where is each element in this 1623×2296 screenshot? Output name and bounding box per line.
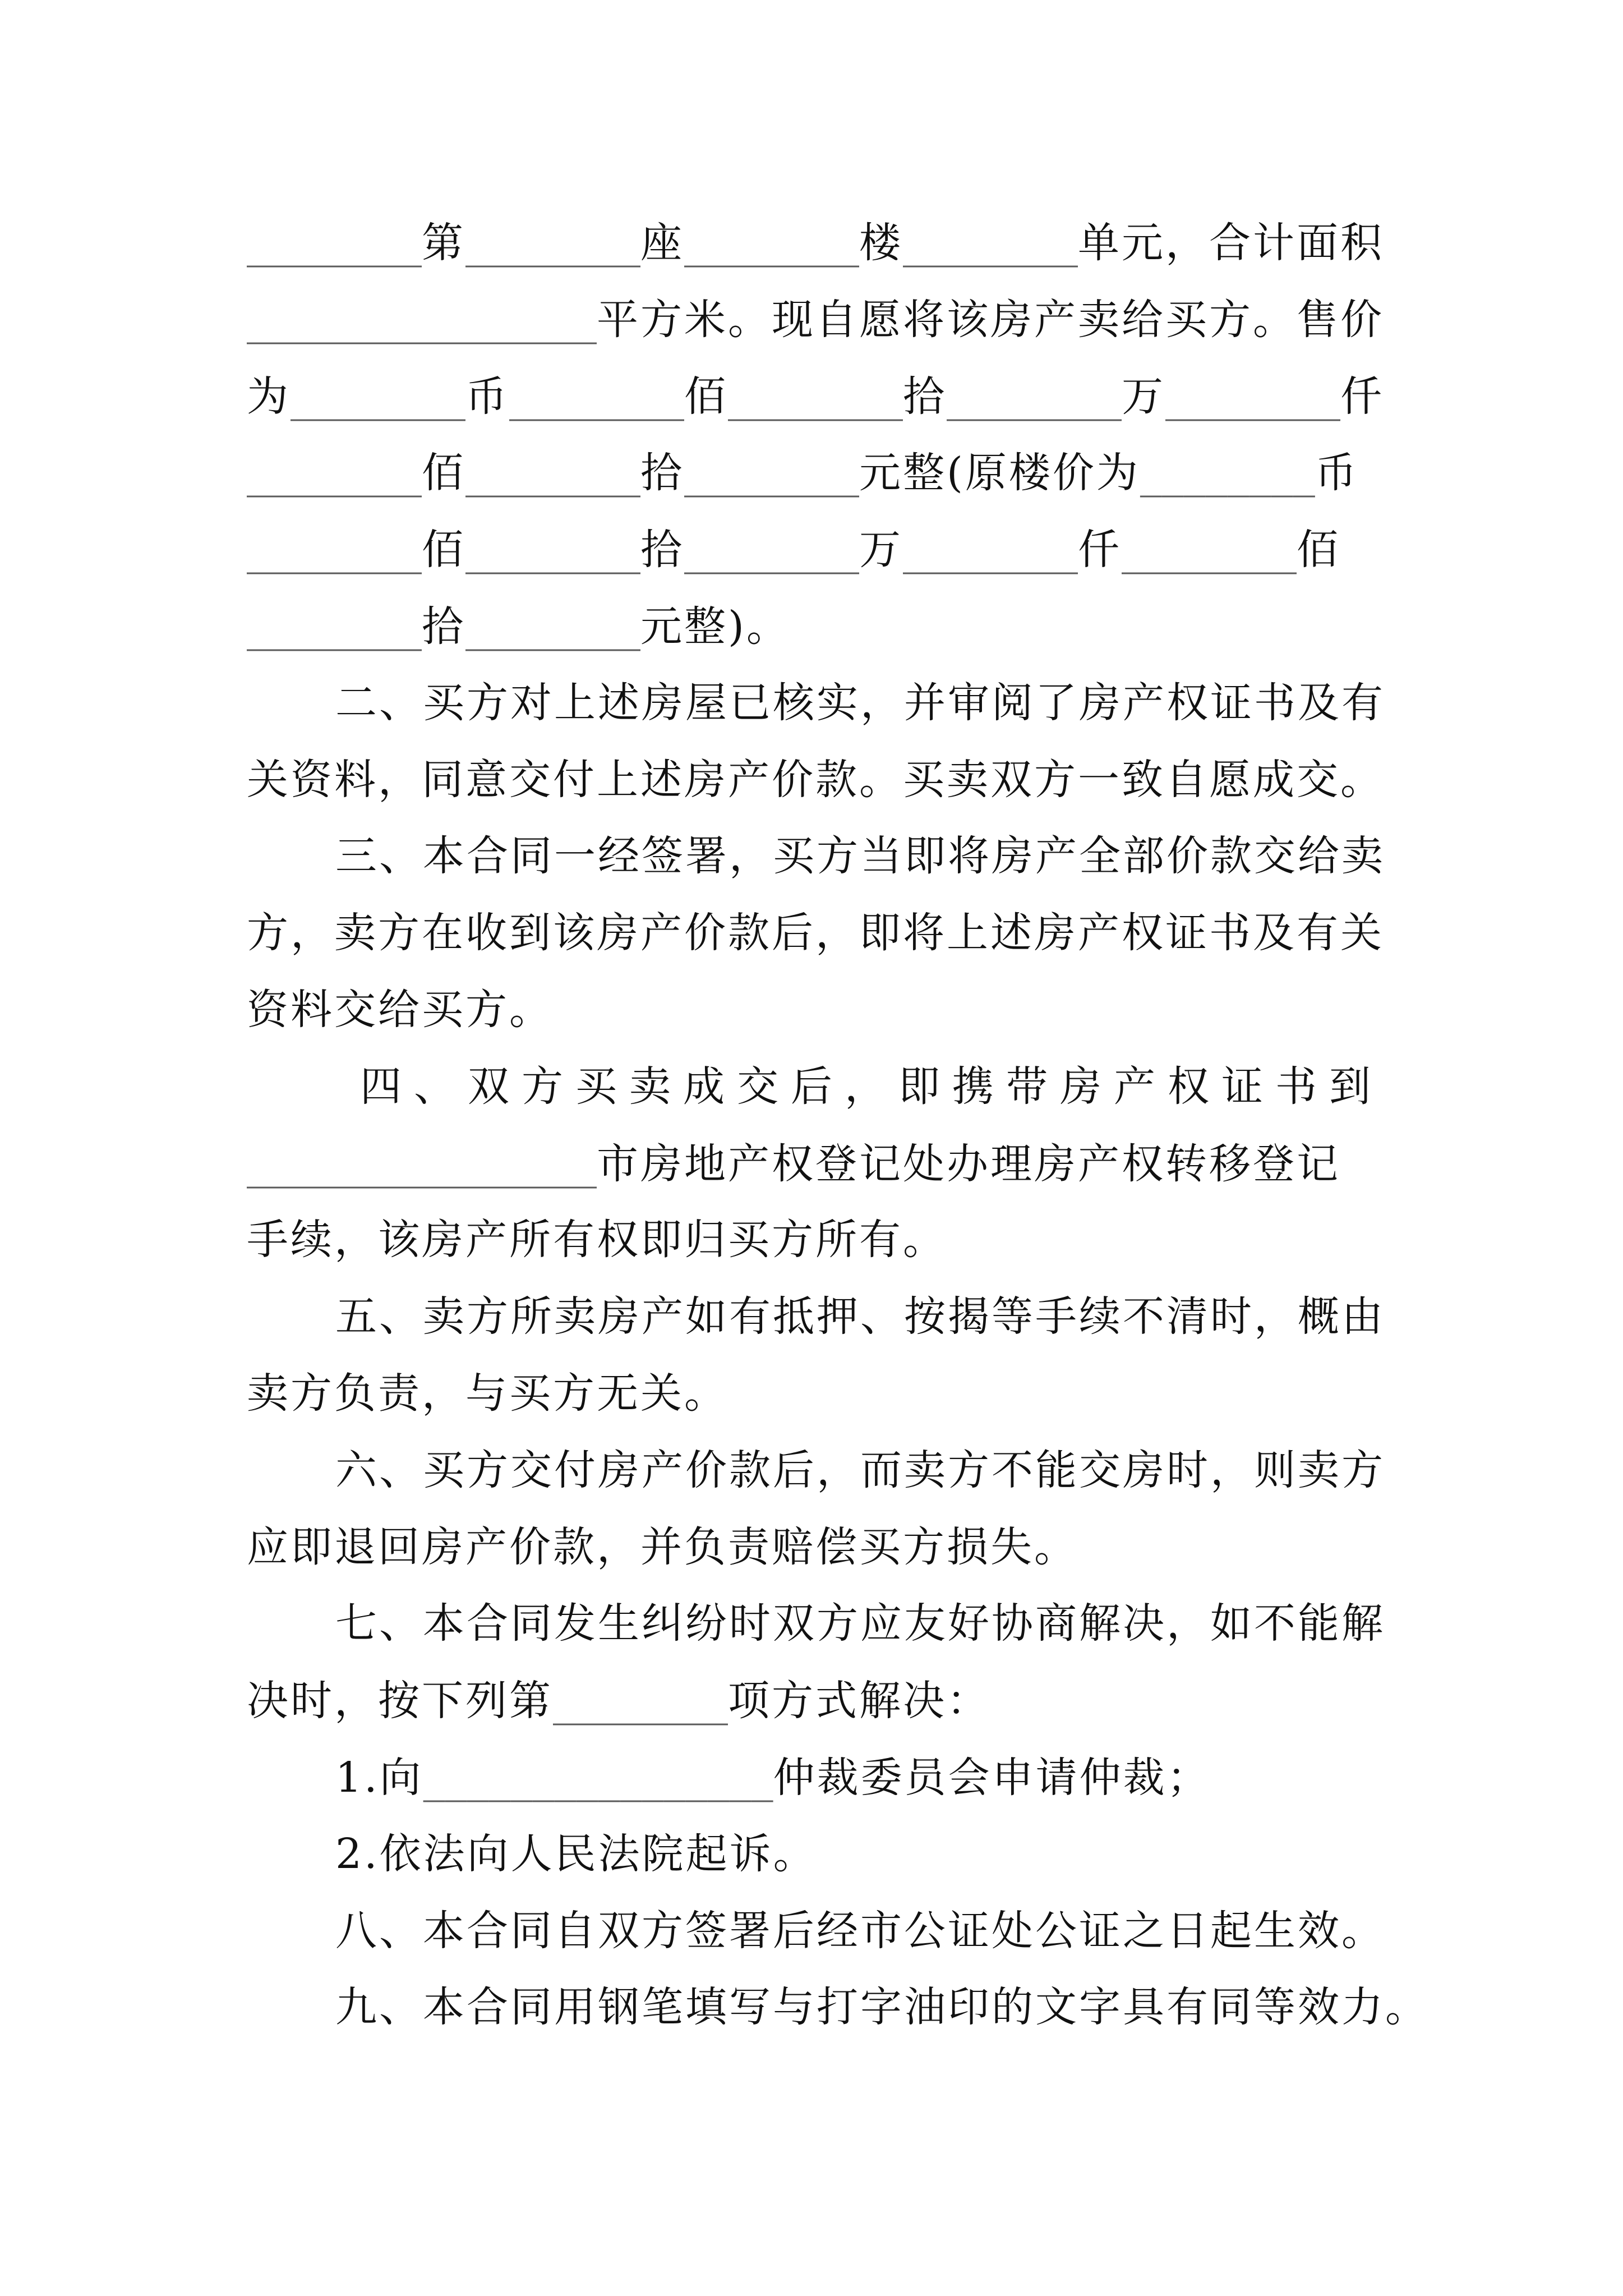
clause-3 <box>247 818 1391 1048</box>
text-line: 七、本合同发生纠纷时双方应友好协商解决，如不能解 <box>335 1599 1385 1648</box>
fill-in-blank: ________ <box>247 524 422 575</box>
fill-in-blank: ________ <box>1140 447 1315 498</box>
clause-6 <box>247 1432 1391 1586</box>
text-line: ________第________座________楼________单元，合计面积 <box>247 217 1384 268</box>
text-line: 六、买方交付房产价款后，而卖方不能交房时，则卖方 <box>335 1446 1385 1494</box>
text-line: 五、卖方所卖房产如有抵押、按揭等手续不清时，概由 <box>335 1292 1385 1341</box>
fill-in-blank: ________ <box>465 600 640 651</box>
text-line: ________拾________元整)。 <box>247 600 790 651</box>
text-line: 决时，按下列第________项方式解决： <box>247 1675 990 1726</box>
text-line: 四、双方买卖成交后，即携带房产权证书到 <box>360 1062 1383 1111</box>
text-line: 应即退回房产价款，并负责赔偿买方损失。 <box>247 1522 1078 1571</box>
text-line: ________________市房地产权登记处办理房产权转移登记 <box>247 1138 1340 1189</box>
fill-in-blank: ________ <box>465 524 640 575</box>
text-line: 1.向________________仲裁委员会申请仲裁； <box>335 1751 1211 1802</box>
fill-in-blank: ________ <box>291 370 465 421</box>
fill-in-blank: ________ <box>465 217 640 268</box>
fill-in-blank: ________ <box>1165 370 1340 421</box>
text-line: 方，卖方在收到该房产价款后，即将上述房产权证书及有关 <box>247 909 1384 958</box>
text-line: ________佰________拾________元整(原楼价为________币 <box>247 447 1359 498</box>
clause-9 <box>247 1969 1429 2046</box>
clause-7 <box>247 1585 1391 1739</box>
fill-in-blank: ________________ <box>247 1138 597 1189</box>
clause-2 <box>247 665 1391 818</box>
clause-7-option-1 <box>247 1739 1391 1816</box>
text-line: 二、买方对上述房屋已核实，并审阅了房产权证书及有 <box>335 678 1385 727</box>
text-line: 卖方负责，与买方无关。 <box>247 1369 728 1418</box>
clause-7-option-2 <box>247 1816 1391 1893</box>
paragraph-property-price <box>247 204 1391 665</box>
fill-in-blank: ________ <box>465 447 640 498</box>
fill-in-blank: ________ <box>509 370 684 421</box>
fill-in-blank: ________ <box>247 217 422 268</box>
clause-5 <box>247 1278 1391 1432</box>
clause-4 <box>247 1048 1391 1278</box>
fill-in-blank: ________ <box>684 217 859 268</box>
text-line: 八、本合同自双方签署后经市公证处公证之日起生效。 <box>335 1906 1385 1955</box>
text-line: ________________平方米。现自愿将该房产卖给买方。售价 <box>247 293 1384 344</box>
fill-in-blank: ________________ <box>423 1751 773 1802</box>
text-line: ________佰________拾________万________仟________佰 <box>247 524 1340 575</box>
fill-in-blank: ________ <box>1122 524 1297 575</box>
fill-in-blank: ________ <box>247 447 422 498</box>
fill-in-blank: ________ <box>684 524 859 575</box>
fill-in-blank: ________ <box>553 1675 728 1726</box>
fill-in-blank: ________ <box>903 524 1078 575</box>
fill-in-blank: ________________ <box>247 293 597 344</box>
fill-in-blank: ________ <box>947 370 1122 421</box>
text-line: 三、本合同一经签署，买方当即将房产全部价款交给卖 <box>335 832 1385 881</box>
text-line: 2.依法向人民法院起诉。 <box>335 1829 817 1878</box>
text-line: 关资料，同意交付上述房产价款。买卖双方一致自愿成交。 <box>247 755 1384 804</box>
clause-8 <box>247 1893 1391 1970</box>
fill-in-blank: ________ <box>728 370 903 421</box>
fill-in-blank: ________ <box>684 447 859 498</box>
fill-in-blank: ________ <box>903 217 1078 268</box>
fill-in-blank: ________ <box>247 600 422 651</box>
text-line: 手续，该房产所有权即归买方所有。 <box>247 1216 947 1264</box>
text-line: 为________币________佰________拾________万________仟 <box>247 370 1384 421</box>
text-line: 资料交给买方。 <box>247 985 553 1034</box>
text-line: 九、本合同用钢笔填写与打字油印的文字具有同等效力。 <box>335 1983 1429 2032</box>
contract-body <box>247 204 1429 2046</box>
